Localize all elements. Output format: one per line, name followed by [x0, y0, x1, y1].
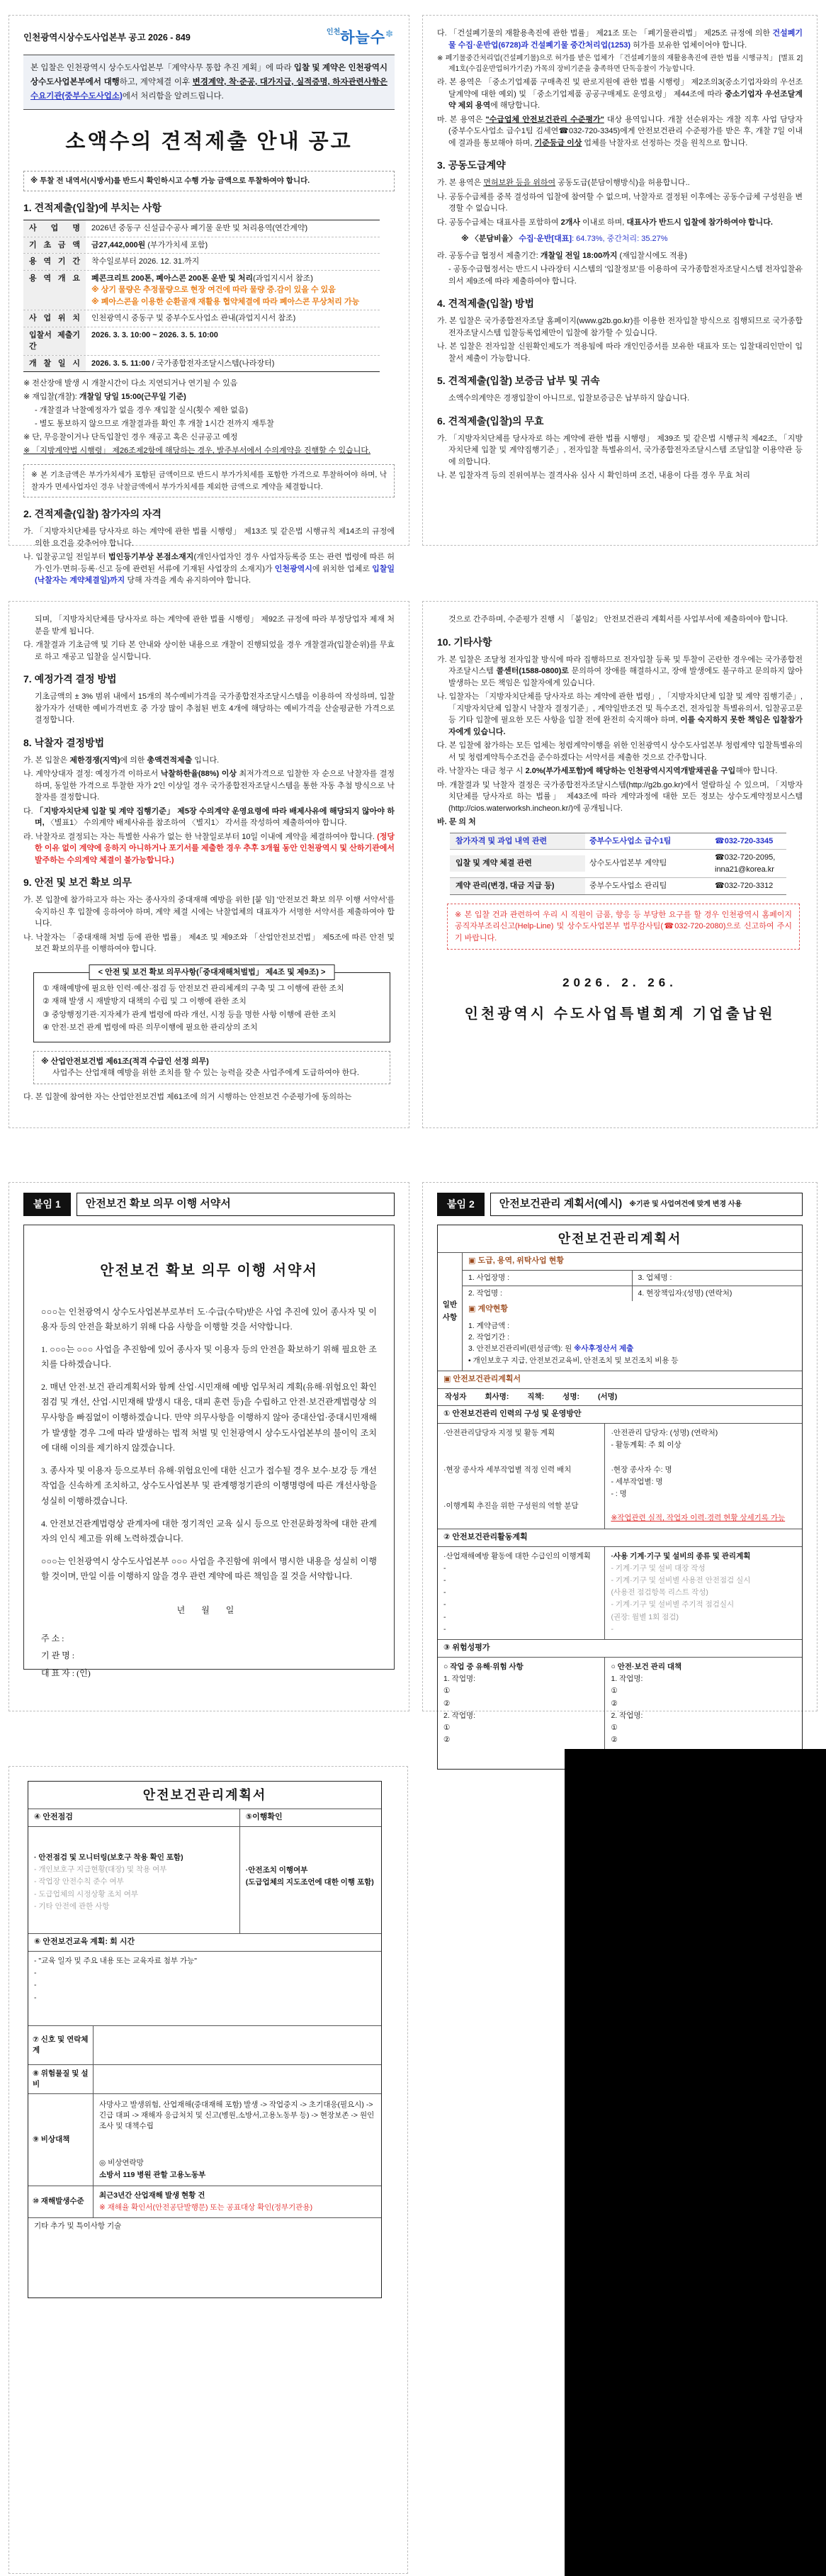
notice-page-1 — [9, 15, 409, 585]
safety-plan-title: 안전보건관리계획서 — [558, 1231, 682, 1246]
notice-page-2 — [422, 15, 817, 546]
page-3-paragraphs-cont: 다. 본 입찰에 참여한 자는 산업안전보건법 제61조에 의거 시행하는 안전보건 수준평가에 동의하는 — [23, 1092, 352, 1101]
hazardous-material-value — [94, 2065, 381, 2093]
row-label: 용 역 개 요 — [29, 274, 80, 283]
osh-law-body: 사업주는 산업재해 예방을 위한 조치를 할 수 있는 능력을 갖춘 사업주에게 도급하여야 한다. — [52, 1069, 359, 1077]
table-row — [23, 220, 380, 237]
issuing-authority: 인천광역시 수도사업특별회계 기업출납원 — [464, 1006, 776, 1022]
plan-item-2-left: ·산업재해예방 활동에 대한 수급인의 이행계획 - - - - - - — [438, 1547, 605, 1640]
service-period: 착수일로부터 2026. 12. 31.까지 — [91, 257, 200, 266]
oath-signature-fields: 주 소 : 기 관 명 : 대 표 자 : (인) — [41, 1633, 91, 1678]
bid-submission-period: 2026. 3. 3. 10:00 ~ 2026. 3. 5. 10:00 — [91, 330, 218, 339]
hazardous-material-label: ⑧ 위험물질 및 설비 — [28, 2065, 94, 2093]
row-label: 입찰서 제출기간 — [29, 330, 80, 351]
oath-paragraph: 4. 안전보건관계법령상 관계자에 대한 정기적인 교육 실시 등으로 안전문화정착에 대한 관계자의 인식 제고를 위해 노력하겠습니다. — [41, 1518, 377, 1544]
row-label: 기 초 금 액 — [29, 240, 80, 249]
contact-phone: ☎032-720-3312 — [715, 882, 774, 890]
notice-page-3 — [9, 601, 409, 1128]
plan-section-heading: ▣ 안전보건관리계획서 — [438, 1371, 802, 1388]
inspection-items: · 안전점검 및 모니터링(보호구 착용 확인 포함) - 개인보호구 지급현황(대장) 및 착용 여부 - 작업장 안전수칙 준수 여부 - 도급업체의 시정상황 조치 여부 - 기타 안전에 관한 사항 — [28, 1827, 240, 1933]
contract-status-heading-b: ▣ 계약현황 — [468, 1304, 508, 1313]
misc-notes-row: 기타 추가 및 특이사항 기술 — [28, 2217, 381, 2297]
section-2-heading: 2. 견적제출(입찰) 참가자의 자격 — [23, 508, 162, 520]
osh-law-title: ※ 산업안전보건법 제61조(적격 수급인 선정 의무) — [41, 1057, 209, 1066]
intro-highlight-box: 본 입찰은 인천광역시 상수도사업본부「계약사무 통합 추진 계획」에 따라 입찰 및 계약은 인천광역시 상수도사업본부에서 대행하고, 계약체결 이후 변경계약, 착·준공, 대가지급, 실적증명, 하자관련사항은 수요기관(중부수도사업소)에서 처리함을 알려드립니다. — [23, 55, 395, 110]
plan-item-2-content — [438, 1546, 802, 1640]
plan-item-3-right: ○ 안전·보건 관리 대책 1. 작업명: ① ② 2. 작업명: ① ② — [611, 1663, 682, 1745]
table-row — [23, 271, 380, 311]
table-row — [23, 356, 380, 372]
contact-category: 참가자격 및 과업 내역 관련 — [450, 833, 585, 850]
contact-phone: ☎032-720-2095, inna21@korea.kr — [715, 853, 776, 874]
attachment-1-page — [9, 1182, 409, 1711]
oath-paragraph: 1. ○○○는 ○○○ 사업을 추진함에 있어 종사자 및 이용자 등의 안전을 확보하기 위해 필요한 조치를 다하겠습니다. — [41, 1344, 377, 1370]
safety-duty-items: ① 재해예방에 필요한 인력·예산·점검 등 안전보건 관리체계의 구축 및 그 이행에 관한 조치 ② 재해 발생 시 재발방지 대책의 수립 및 그 이행에 관한 조치 ③ 중앙행정기관·지자체가 관계 법령에 따라 개선, 시정 등을 명한 사항 이행에 관한 조치 ④ 안전·보건 관계 법령에 따른 의무이행에 필요한 관리상의 조치 — [43, 984, 344, 1032]
attachment-2-title: 안전보건관리 계획서(예시) — [499, 1198, 623, 1210]
safety-plan-table-2 — [28, 1781, 382, 2298]
contact-dept: 중부수도사업소 관리팀 — [589, 882, 667, 890]
oath-paragraph: 3. 종사자 및 이용자 등으로부터 유해·위험요인에 대한 신고가 접수될 경우 보수·보강 등 개선 작업을 신속하게 조치하고, 상수도사업본부 및 관계행정기관의 이행명령에 따른 개선사항을 성실히 이행하겠습니다. — [41, 1465, 377, 1507]
oath-paragraph: ○○○는 인천광역시 상수도사업본부로부터 도·수급(수탁)받은 사업 추진에 있어 종사자 및 이용자 등의 안전을 확보하기 위해 다음 사항을 이행할 것을 서약합니다. — [41, 1306, 377, 1332]
general-side-label: 일반 사항 — [438, 1252, 463, 1371]
signal-contact-value — [94, 2026, 381, 2064]
oath-paragraph: 2. 매년 안전·보건 관리계획서와 함께 산업·시민재해 예방 업무처리 계획(유해·위험요인 확인 점검 및 개선, 산업·시민재해 발생시 대응, 대피 훈련 등)을 수립하고 안전·보건관계법령상 의무사항을 빠짐없이 이행하겠습니다. 만약 의무사항을 이행하지 않아 중대산업·중대시민재해가 발생할 경우 그에 따라 발생하는 법적 처벌 및 인천광역시 상수도사업본부의 불이익 조치에 대해 이의를 제기하지 않겠습니다. — [41, 1381, 377, 1453]
company-name-field: 3. 업체명 : — [633, 1271, 803, 1286]
plan-item-2-heading: ② 안전보건관리활동계획 — [438, 1529, 802, 1546]
accident-level-label: ⑩ 재해발생수준 — [28, 2186, 94, 2217]
site-manager-field: 4. 현장책임자:(성명) (연락처) — [638, 1288, 732, 1298]
emergency-plan-value: 사망사고 발생위험, 산업재해(중대재해 포함) 발생 -> 작업중지 -> 초기대응(필요시) -> 긴급 대피 -> 재해자 응급처치 및 신고(병원,소방서,고용노동부 등) -> 현장보존 -> 원인조사 및 대책수립 ◎ 비상연락망 소방서 119 병원 관할 고용노동부 — [99, 2100, 375, 2180]
accident-level-row — [28, 2186, 381, 2217]
contact-category: 계약 관리(변경, 대금 지급 등) — [450, 878, 585, 894]
author-row — [438, 1388, 802, 1405]
accident-level-value: 최근3년간 산업재해 발생 현황 건 ※ 재해율 확인서(안전공단발행문) 또는 공표대상 확인(정부기관용) — [99, 2190, 313, 2212]
emergency-plan-row — [28, 2093, 381, 2186]
contact-dept: 중부수도사업소 급수1팀 — [589, 836, 672, 845]
contact-dept: 상수도사업본부 계약팀 — [589, 859, 667, 868]
osh-law-box — [33, 1051, 390, 1084]
signal-contact-row — [28, 2025, 381, 2064]
safety-plan-title-2: 안전보건관리계획서 — [142, 1788, 267, 1802]
doc-number: 인천광역시상수도사업본부 공고 2026 - 849 — [23, 33, 191, 43]
logo-small-text: 인천 — [326, 28, 341, 36]
contact-row — [450, 833, 786, 850]
contact-row — [450, 878, 786, 894]
contact-row — [450, 850, 786, 878]
plan-item-1-heading: ① 안전보건관리 인력의 구성 및 운영방안 — [438, 1405, 802, 1423]
contact-phone: ☎032-720-3345 — [715, 836, 774, 845]
author-company-field: 회사명: — [485, 1392, 509, 1401]
snowflake-logo-icon: ✽ — [385, 28, 393, 39]
attachment-1-header — [23, 1193, 395, 1216]
author-sign-field: (서명) — [597, 1392, 618, 1401]
safety-duty-box-title: < 안전 및 보건 확보 의무사항(「중대재해처벌법」 제4조 및 제9조) > — [89, 964, 335, 981]
emergency-plan-label: ⑨ 비상대책 — [28, 2094, 94, 2186]
project-name: 2026년 중동구 신설급수공사 폐기물 운반 및 처리용역(연간계약) — [91, 224, 308, 233]
base-amount: 금27,442,000원 (부가가치세 포함) — [91, 240, 208, 249]
row-label: 용 역 기 간 — [29, 257, 80, 266]
attachment-1-title: 안전보건 확보 의무 이행 서약서 — [85, 1198, 231, 1210]
attachment-2-page — [422, 1182, 817, 1745]
logo-main-text: 하늘수 — [340, 30, 386, 46]
author-position-field: 직책: — [527, 1392, 545, 1401]
table-row — [23, 310, 380, 327]
section-2-items: 가. 「지방자치단체를 당사자로 하는 계약에 관한 법률 시행령」 제13조 및 같은법 시행규칙 제14조의 규정에 의한 요건을 갖추어야 합니다. 나. 입찰공고일 전일부터 법인등기부상 본점소재지(개인사업자인 경우 사업자등록증 또는 관련 법령에 따른 허가·인가·면허·등록·신고 등에 관련된 서류에 기재된 사업장의 소재지)가 인천광역시에 위치한 업체로 입찰일(낙찰자는 계약체결일)까지 당해 자격을 계속 유지하여야 합니다. — [23, 527, 395, 585]
bid-opening-datetime: 2026. 3. 5. 11:00 / 국가종합전자조달시스템(나라장터) — [91, 359, 275, 368]
oath-document-box — [23, 1225, 395, 1678]
author-label: 작성자 — [445, 1392, 467, 1401]
bid-warning-box: ※ 투찰 전 내역서(시방서)를 반드시 확인하시고 수행 가능 금액으로 투찰하여야 합니다. — [23, 171, 395, 192]
incheon-haneulsu-logo — [327, 27, 393, 50]
section-1-heading: 1. 견적제출(입찰)에 부치는 사항 — [23, 202, 162, 214]
vat-note-box: ※ 본 기초금액은 부가가치세가 포함된 금액이므로 반드시 부가가치세를 포함한 가격으로 투찰하여야 하며, 낙찰자가 면세사업자인 경우 낙찰금액에서 부가가치세를 제외한 금액으로 계약을 체결합니다. — [23, 464, 395, 498]
contact-table — [450, 833, 786, 895]
contact-category: 입찰 및 계약 체결 관련 — [450, 855, 585, 872]
row-label: 사 업 명 — [29, 224, 80, 233]
safety-plan-table — [437, 1225, 803, 1770]
attachment-1-badge: 붙임 1 — [23, 1193, 71, 1216]
attachment-2-note: ※기관 및 사업여건에 맞게 변경 사용 — [629, 1200, 742, 1208]
general-section — [438, 1252, 802, 1371]
plan-item-1-right: ·안전관리 담당자: (성명) (연락처) - 활동계획: 주 회 이상 ·현장 종사자 수: 명 - 세부작업별: 명 - : 명 ※작업관련 실적, 작업자 이력·경력 현황 상세기록 가능 — [611, 1428, 786, 1523]
education-plan-heading: ⑥ 안전보건교육 계획: 회 시간 — [28, 1933, 381, 1951]
oath-title: 안전보건 확보 의무 이행 서약서 — [100, 1262, 318, 1278]
corruption-report-box: ※ 본 입찰 건과 관련하여 우리 시 직원이 금품, 향응 등 부당한 요구를 할 경우 인천광역시 홈페이지 공직자부조리신고(Help-Line) 및 상수도사업본부 법무감사팀(☎032-720-2080)으로 신고하여 주시기 바랍니다. — [447, 904, 800, 950]
implementation-heading: ⑤이행확인 — [245, 1813, 283, 1822]
page-2-paragraphs: 다. 「건설폐기물의 재활용촉진에 관한 법률」 제21조 또는 「폐기물관리법」 제25조 규정에 의한 건설폐기물 수집·운반업(6728)과 건설폐기물 중간처리업(1253) 허가를 보유한 업체이어야 합니다. ※ 폐기물중간처리업(건설폐기물)으로 허가를 받은 업체가 「건설폐기물의 재활용촉진에 관한 법률 시행규칙」 [별표 2] 제1호(수집운반업허가기준) 가목의 장비기준을 충족하면 단독응찰이 가능합니다. 라. 본 용역은 「중소기업제품 구매촉진 및 판로지원에 관한 법률 시행령」 제2조의3(중소기업자와의 우선조달계약에 대한 예외) 및 「중소기업제품 공공구매제도 운영요령」 제44조에 따라 중소기업자 우선조달계약 제외 용역에 해당합니다. 마. 본 용역은 "수급업체 안전보건관리 수준평가" 대상 용역입니다. 개찰 선순위자는 개찰 직후 사업 담당자(중부수도사업소 급수1팀 김세연☎032-720-3345)에게 안전보건관리 수준평가를 받은 후, 개찰 7일 이내에 결과를 통보해야 하며, 기준등급 이상 업체를 낙찰자로 선정하는 것을 원칙으로 합니다. 3. 공동도급계약 가. 본 용역은 면허보완 등을 위하여 공동도급(분담이행방식)을 허용합니다.. 나. 공동수급체를 중복 결성하여 입찰에 참여할 수 없으며, 낙찰자로 결정된 이후에는 공동수급체 구성원을 변경할 수 없습니다. 다. 공동수급체는 대표사를 포함하여 2개사 이내로 하며, 대표사가 반드시 입찰에 참가하여야 합니다. ※ 〈분담비율〉 수집·운반[대표]: 64.73%, 중간처리: 35.27% 라. 공동수급 협정서 제출기간: 개찰일 전일 18:00까지 (재입찰시에도 적용) - 공동수급협정서는 반드시 나라장터 시스템의 '입찰정보'를 이용하여 국가종합전자조달시스템 전자입찰유의서 제9조에 따라 제출하여야 합니다. 4. 견적제출(입찰) 방법 가. 본 입찰은 국가종합전자조달 홈페이지(www.g2b.go.kr)를 이용한 전자입찰 방식으로 집행되므로 국가종합전자조달시스템 입찰등록업체만이 입찰에 참가할 수 있습니다. 나. 본 입찰은 전자입찰 신원확인제도가 적용됨에 따라 개인인증서를 보유한 대표자 또는 입찰대리인만이 입찰서 제출이 가능합니다. 5. 견적제출(입찰) 보증금 납부 및 귀속 소액수의계약은 경쟁입찰이 아니므로, 입찰보증금은 납부하지 않습니다. 6. 견적제출(입찰)의 무효 가. 「지방자치단체를 당사자로 하는 계약에 관한 법률 시행령」 제39조 및 같은법 시행규칙 제42조, 「지방자치단체 입찰 및 계약집행기준」, 전자입찰 특별유의서, 국가종합전자조달시스템 조달입찰 이용약관 등에 의합니다. 나. 본 입찰자격 등의 진위여부는 결격사유 심사 시 확인하며 조건, 내용이 다를 경우 무효 처리 — [437, 29, 803, 480]
work-name-field: 2. 작업명 : — [463, 1286, 633, 1301]
plan-item-3-heading: ③ 위험성평가 — [438, 1639, 802, 1657]
page-title: 소액수의 견적제출 안내 공고 — [65, 130, 353, 154]
signal-contact-label: ⑦ 신호 및 연락체계 — [28, 2026, 94, 2064]
table-row — [23, 237, 380, 254]
row-label: 사 업 위 치 — [29, 314, 80, 323]
notice-page-4 — [422, 601, 817, 1128]
hazardous-material-row — [28, 2064, 381, 2093]
plan-item-1-content — [438, 1423, 802, 1529]
implementation-items: ·안전조치 이행여부 (도급업체의 지도조언에 대한 이행 포함) — [245, 1866, 374, 1887]
bid-summary-table — [23, 220, 380, 372]
table-row — [23, 254, 380, 271]
bid-notes-list: ※ 전산장애 발생 시 개찰시간이 다소 지연되거나 연기될 수 있음 ※ 재입찰(개찰): 개찰일 당일 15:00(근무일 기준) - 개찰결과 낙찰예정자가 없을 경우 재입찰 실시(횟수 제한 없음) - 별도 통보하지 않으므로 개찰결과를 확인 후 개찰 1시간 전까지 재투찰 ※ 단, 무응찰이거나 단독입찰인 경우 재공고 혹은 신규공고 예정 ※ 「지방계약법 시행령」 제26조제2항에 해당하는 경우, 발주부서에서 수의계약을 진행할 수 있습니다. — [23, 379, 371, 456]
oath-paragraph: ○○○는 인천광역시 상수도사업본부 ○○○ 사업을 추진함에 위에서 명시한 내용을 성실히 이행할 것이며, 만일 이를 이행하지 않을 경우 관련 계약에 따른 책임을 질 것을 서약합니다. — [41, 1556, 377, 1582]
attachment-2-header — [437, 1193, 803, 1216]
plan-item-3-left: ○ 작업 중 유해·위험 사항 1. 작업명: ① ② 2. 작업명: ① ② — [438, 1658, 605, 1769]
redacted-black-region — [565, 1749, 826, 2576]
plan-item-2-right: ·사용 기계·기구 및 설비의 종류 및 관리계획 - 기계·기구 및 설비 대장 작성 - 기계·기구 및 설비별 사용전 안전점검 실시 (사용전 점검항목 리스트 작성) - 기계·기구 및 설비별 주기적 점검실시 (권장: 월별 1회 점검) - — [611, 1551, 751, 1633]
author-name-field: 성명: — [562, 1392, 579, 1401]
table-row — [23, 327, 380, 356]
inspection-header-row — [28, 1809, 381, 1826]
attachment-2-badge: 붙임 2 — [437, 1193, 485, 1216]
row-label: 개 찰 일 시 — [29, 359, 80, 368]
page-4-paragraphs: 것으로 간주하며, 수준평가 진행 시 「붙임2」 안전보건관리 계획서를 사업부서에 제출하여야 합니다. 10. 기타사항 가. 본 입찰은 조달청 전자입찰 방식에 따라 집행하므로 전자입찰 등록 및 투찰이 곤란한 경우에는 국가종합전자조달시스템 콜센터(1588-0800)로 문의하여 장애를 해결하시고, 장애 발생에도 불구하고 문의하지 않아 발생하는 모든 책임은 입찰자에게 있습니다. 나. 입찰자는 「지방자치단체를 당사자로 하는 계약에 관한 법령」, 「지방자치단체 입찰 및 계약 집행기준」, 「지방자치단체 입찰시 낙찰자 결정기준」, 계약일반조건 및 특수조건, 전자입찰 특별유의서, 입찰공고문 등 기타 입찰에 필요한 모든 사항을 입찰 전에 완전히 숙지해야 하며, 이를 숙지하지 못한 책임은 입찰참가자에게 있습니다. 다. 본 입찰에 참가하는 모든 업체는 청렴계약이행을 위한 인천광역시 상수도사업본부 청렴계약 입찰특별유의서 및 청렴계약특수조건을 준수하겠다는 서약서를 제출한 것으로 간주합니다. 라. 낙찰자는 대금 청구 시 2.0%(부가세포함)에 해당하는 인천광역시지역개발채권을 구입해야 합니다. 마. 개찰결과 및 낙찰자 결정은 국가종합전자조달시스템(http://g2b.go.kr)에서 열람하실 수 있으며, 「지방자치단체를 당사자로 하는 법률」 제43조에 따라 계약과정에 대한 모든 정보는 상수도계약정보시스템(http://cios.waterworksh.incheon.kr/)에 공개됩니다. 바. 문 의 처 — [437, 615, 803, 826]
business-info-grid — [463, 1270, 802, 1301]
education-plan-content: - "교육 일자 및 주요 내용 또는 교육자료 첨부 가능" - - - — [28, 1951, 381, 2025]
safety-duty-box — [33, 967, 390, 1042]
page-3-paragraphs: 되며, 「지방자치단체를 당사자로 하는 계약에 관한 법률 시행령」 제92조 규정에 따라 부정당업자 제재 처분을 받게 됩니다. 다. 개찰결과 기초금액 및 기타 본 안내와 상이한 내용으로 개찰이 진행되었을 경우 개찰결과(입찰순위)를 무효로 하고 재공고 입찰을 실시합니다. 7. 예정가격 결정 방법 기초금액의 ± 3% 범위 내에서 15개의 복수예비가격을 국가종합전자조달시스템을 이용하여 작성하며, 입찰참가자가 선택한 예비가격번호 중 가장 많이 추첨된 번호 4개에 해당하는 예비가격을 산술평균한 가격으로 결정합니다. 8. 낙찰자 결정방법 가. 본 입찰은 제한경쟁(지역)에 의한 총액견적제출 입니다. 나. 계약상대자 결정: 예정가격 이하로서 낙찰하한율(88%) 이상 최저가격으로 입찰한 자 순으로 낙찰자를 결정하며, 동일한 가격으로 투찰한 자가 2인 이상일 경우 국가종합전자조달시스템을 통한 자동 추첨 방식으로 낙찰자를 결정합니다. 다. 「지방자치단체 입찰 및 계약 집행기준」 제5장 수의계약 운영요령에 따라 배제사유에 해당되지 않아야 하며, 〈별표1〉 수의계약 배제사유를 참조하여 〈별지1〉 각서를 작성하여 제출하여야 합니다. 라. 낙찰자로 결정되는 자는 특별한 사유가 없는 한 낙찰일로부터 10일 이내에 계약을 체결하여야 합니다. (정당한 이유 없이 계약에 응하지 아니하거나 포기서를 제출한 경우 추후 3개월 동안 인천광역시 및 산하기관에서 발주하는 수의계약 체결이 불가능합니다.) 9. 안전 및 보건 확보 의무 가. 본 입찰에 참가하고자 하는 자는 종사자의 중대재해 예방을 위한 [붙 임] '안전보건 확보 의무 이행 서약서'를 숙지하신 후 입찰에 응하여야 하며, 계약 체결 시에는 낙찰업체의 대표자가 서명한 서약서를 제출하여야 합니다. 나. 낙찰자는 「중대재해 처벌 등에 관한 법률」 제4조 및 제9조와 「산업안전보건법」 제5조에 따른 안전 및 보건 확보의무를 이행하여야 합니다. — [23, 615, 395, 953]
notice-date: 2026. 2. 26. — [562, 976, 677, 989]
oath-date-line: 년 월 일 — [176, 1605, 242, 1615]
contract-status-heading-a: ▣ 도급, 용역, 위탁사업 현황 — [463, 1252, 802, 1270]
inspection-content-row — [28, 1826, 381, 1933]
inspection-heading: ④ 안전점검 — [28, 1809, 240, 1826]
plan-item-1-left: ·안전관리담당자 지정 및 활동 계획 ·현장 종사자 세부작업별 적정 인력 배치 ·이행계획 추진을 위한 구성원의 역할 분담 — [438, 1424, 605, 1529]
workplace-name-field: 1. 사업장명 : — [463, 1271, 633, 1286]
safety-plan-page-2 — [9, 1766, 408, 2574]
contract-status-lines: 1. 계약금액 : 2. 작업기간 : 3. 안전보건관리비(편성금액): 원 ※사후정산서 제출 • 개인보호구 지급, 안전보건교육비, 안전조치 및 보건조치 비용 등 — [468, 1321, 679, 1365]
service-outline: 폐콘크리트 200톤, 폐아스콘 200톤 운반 및 처리(과업지시서 참조) ※ 상기 물량은 추정물량으로 현장 여건에 따라 물량 증.감이 있을 수 있음 ※ 폐아스콘을 이용한 순환골재 재활용 협약체결에 따라 폐아스콘 무상처리 가능 — [91, 274, 360, 306]
project-location: 인천광역시 중동구 및 중부수도사업소 관내(과업지시서 참조) — [91, 314, 296, 323]
